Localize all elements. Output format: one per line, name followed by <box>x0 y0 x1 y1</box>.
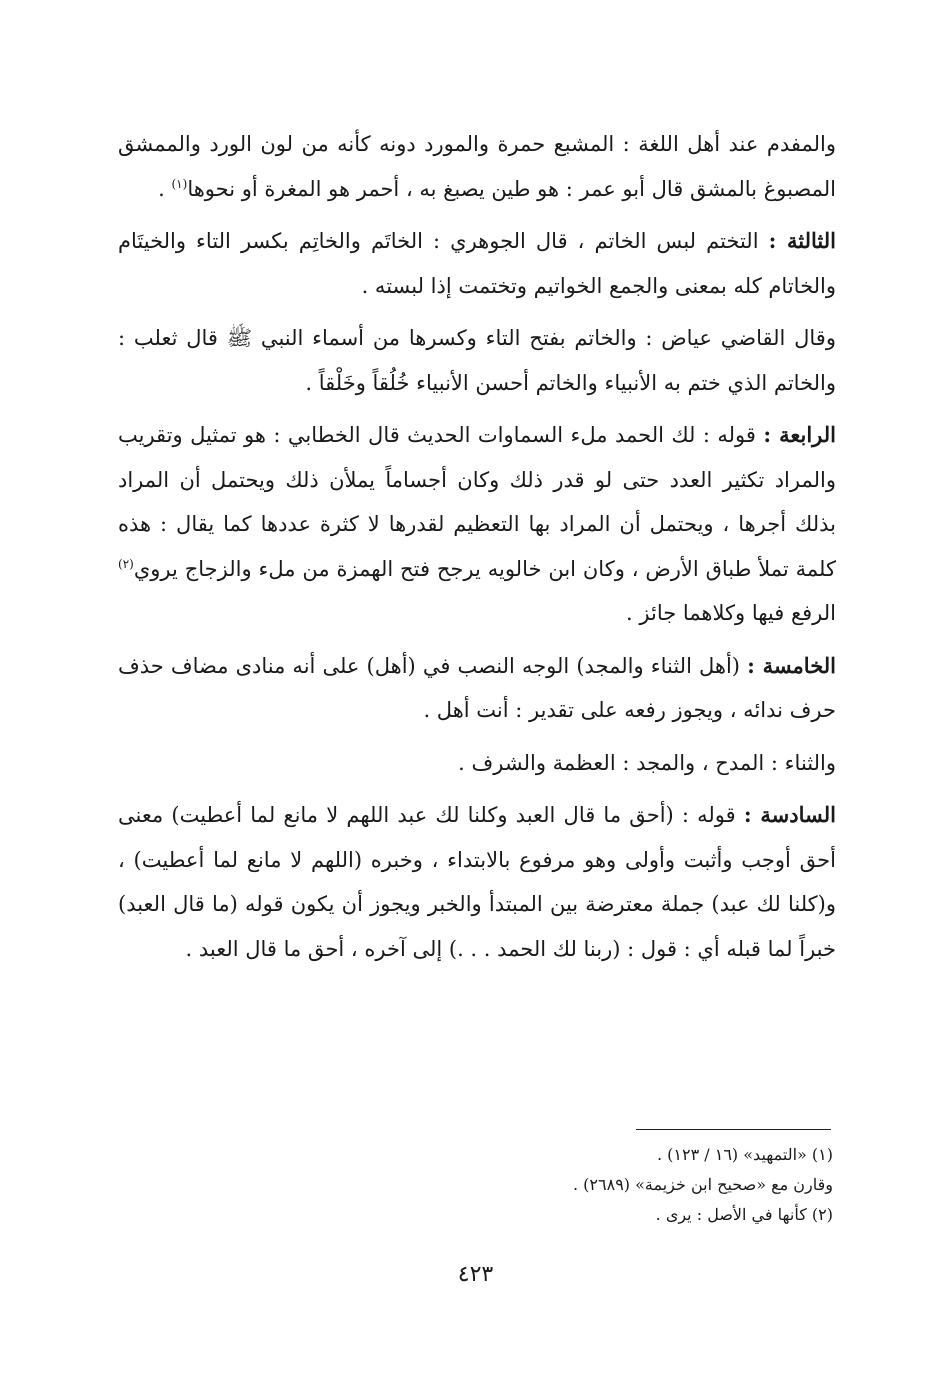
paragraph <box>118 316 836 405</box>
page-number: ٤٢٣ <box>457 1262 494 1287</box>
footnote: وقارن مع «صحيح ابن خزيمة» (٢٦٨٩) . <box>572 1175 833 1194</box>
footnote: (٢) كأنها في الأصل : يرى . <box>655 1205 833 1224</box>
footnote-marker: (١) <box>171 176 188 191</box>
paragraph-tail: الرفع فيها وكلاهما جائز . <box>626 601 836 625</box>
paragraph <box>118 644 836 733</box>
paragraph-lead: الخامسة : <box>747 652 836 678</box>
paragraph-tail: . <box>158 176 172 201</box>
paragraph-lead: السادسة : <box>743 802 836 827</box>
paragraph-text: التختم لبس الخاتم ، قال الجوهري : الخاتَم والخاتِم بكسر التاء والخيتَام والخاتام كله بمعنى والجمع الخواتيم وتختمت إذا لبسته . <box>118 229 836 298</box>
paragraph-lead: الثالثة : <box>768 228 836 253</box>
main-text <box>118 122 836 979</box>
paragraph-text: والثناء : المدح ، والمجد : العظمة والشرف . <box>458 750 836 775</box>
paragraph-text: قوله : (أحق ما قال العبد وكلنا لك عبد اللهم لا مانع لما أعطيت) معنى أحق أوجب وأثبت وأولى وهو مرفوع بالابتداء ، وخبره (اللهم لا مانع لما أعطيت) ، و(كلنا لك عبد) جملة معترضة بين المبتدأ والخبر ويجوز أن يكون قوله (ما قال العبد) خبراً لما قبله أي : قول : (ربنا لك الحمد . . .) إلى آخره ، أحق ما قال العبد . <box>118 803 836 961</box>
footnotes <box>313 1140 833 1230</box>
paragraph <box>118 219 836 308</box>
paragraph <box>118 741 836 786</box>
paragraph <box>118 413 836 636</box>
paragraph-lead: الرابعة : <box>763 422 837 447</box>
footnote: (١) «التمهيد» (١٦ / ١٢٣) . <box>656 1145 833 1164</box>
paragraph-text: قوله : لك الحمد ملء السماوات الحديث قال الخطابي : هو تمثيل وتقريب والمراد تكثير العدد حتى لو قدر ذلك وكان أجساماً يملأن ذلك ويحتمل أن المراد بذلك أجرها ، ويحتمل أن المراد بها التعظيم لقدرها لا كثرة عددها كما يقال : هذه كلمة تملأ طباق الأرض ، وكان ابن خالويه يرجح فتح الهمزة من ملء والزجاج يروي <box>118 423 836 581</box>
paragraph-text: (أهل الثناء والمجد) الوجه النصب في (أهل) على أنه منادى مضاف حذف حرف ندائه ، ويجوز رفعه على تقدير : أنت أهل . <box>118 653 836 722</box>
footnote-marker: (٢) <box>118 556 134 571</box>
footnote-divider <box>636 1129 831 1130</box>
paragraph-text: وقال القاضي عياض : والخاتم بفتح التاء وكسرها من أسماء النبي ﷺ قال ثعلب : والخاتم الذي ختم به الأنبياء والخاتم أحسن الأنبياء خُلُقاً وخَلْقاً . <box>118 326 836 395</box>
paragraph <box>118 793 836 971</box>
paragraph <box>118 122 836 211</box>
paragraph-text: والمفدم عند أهل اللغة : المشبع حمرة والمورد دونه كأنه من لون الورد والممشق المصبوغ بالمشق قال أبو عمر : هو طين يصبغ به ، أحمر هو المغرة أو نحوها <box>118 132 836 201</box>
